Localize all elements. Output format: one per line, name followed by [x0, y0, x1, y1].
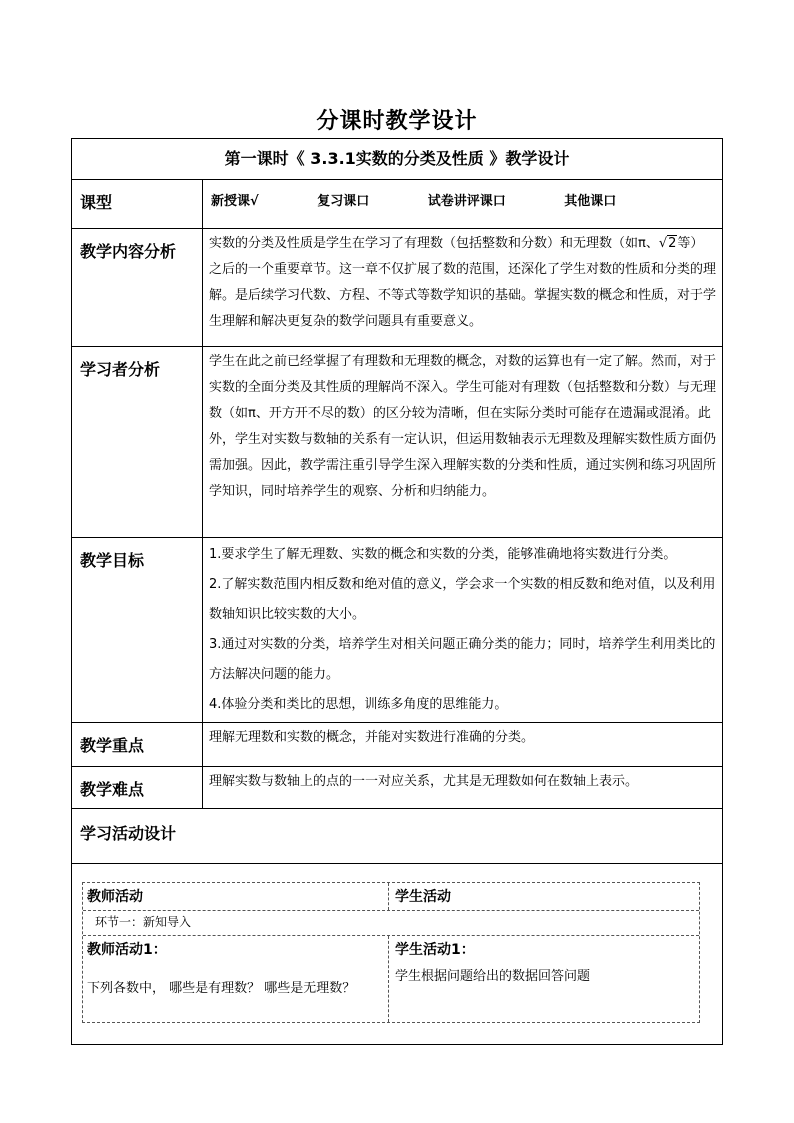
student-activity-title: 学生活动1：	[395, 942, 475, 958]
activity-table	[82, 882, 700, 1023]
teacher-activity-header: 教师活动	[83, 883, 389, 910]
activity-design-label: 学习活动设计	[72, 809, 723, 864]
sqrt-radicand: 2	[668, 236, 677, 251]
teacher-activity-title: 教师活动1：	[87, 942, 167, 958]
student-activity-text: 学生根据问题给出的数据回答问题	[395, 969, 591, 984]
course-type-other: 其他课口	[564, 194, 617, 209]
difficulties-text: 理解实数与数轴上的点的一一对应关系，尤其是无理数如何在数轴上表示。	[203, 767, 723, 809]
objectives-label: 教学目标	[72, 538, 203, 723]
objective-item: 2.了解实数范围内相反数和绝对值的意义，学会求一个实数的相反数和绝对值，以及利用数轴知识比较实数的大小。	[209, 577, 716, 622]
student-activity-1	[389, 936, 699, 1022]
teacher-activity-1	[83, 936, 389, 1022]
key-points-text: 理解无理数和实数的概念，并能对实数进行准确的分类。	[203, 723, 723, 767]
sqrt-symbol: √2	[658, 236, 677, 251]
lesson-design-table	[71, 138, 723, 1045]
activity-design-cell	[72, 864, 723, 1045]
teacher-activity-text: 下列各数中， 哪些是有理数？ 哪些是无理数？	[87, 981, 356, 996]
lesson-title: 第一课时《 3.3.1实数的分类及性质 》教学设计	[72, 139, 723, 180]
course-type-options	[203, 180, 723, 229]
learner-analysis-text: 学生在此之前已经掌握了有理数和无理数的概念，对数的运算也有一定了解。然而，对于实数的全面分类及其性质的理解尚不深入。学生可能对有理数（包括整数和分数）与无理数（如π、开方开不尽的数）的区分较为清晰，但在实际分类时可能存在遗漏或混淆。此外，学生对实数与数轴的关系有一定认识，但运用数轴表示无理数及理解实数性质方面仍需加强。因此，教学需注重引导学生深入理解实数的分类和性质，通过实例和练习巩固所学知识，同时培养学生的观察、分析和归纳能力。	[203, 347, 723, 538]
objective-item: 4.体验分类和类比的思想，训练多角度的思维能力。	[209, 697, 508, 712]
difficulties-label: 教学难点	[72, 767, 203, 809]
course-type-new: 新授课√	[211, 194, 259, 209]
content-analysis-label: 教学内容分析	[72, 229, 203, 347]
course-type-exam-review: 试卷讲评课口	[427, 194, 506, 209]
objectives-list	[203, 538, 723, 723]
course-type-label: 课型	[72, 180, 203, 229]
key-points-label: 教学重点	[72, 723, 203, 767]
content-analysis-part1: 实数的分类及性质是学生在学习了有理数（包括整数和分数）和无理数（如π、	[209, 236, 659, 251]
student-activity-header: 学生活动	[395, 889, 451, 905]
content-analysis-part2: 等）之后的一个重要章节。这一章不仅扩展了数的范围，还深化了学生对数的性质和分类的理解。是后续学习代数、方程、不等式等数学知识的基础。掌握实数的概念和性质，对于学生理解和解决更复杂的数学问题具有重要意义。	[209, 236, 717, 329]
objective-item: 1.要求学生了解无理数、实数的概念和实数的分类，能够准确地将实数进行分类。	[209, 547, 677, 562]
page-title: 分课时教学设计	[316, 109, 478, 134]
section-title: 环节一：新知导入	[95, 915, 192, 929]
learner-analysis-label: 学习者分析	[72, 347, 203, 538]
objective-item: 3.通过对实数的分类，培养学生对相关问题正确分类的能力；同时，培养学生利用类比的方法解决问题的能力。	[209, 637, 716, 682]
content-analysis-text	[203, 229, 723, 347]
course-type-review: 复习课口	[317, 194, 370, 209]
